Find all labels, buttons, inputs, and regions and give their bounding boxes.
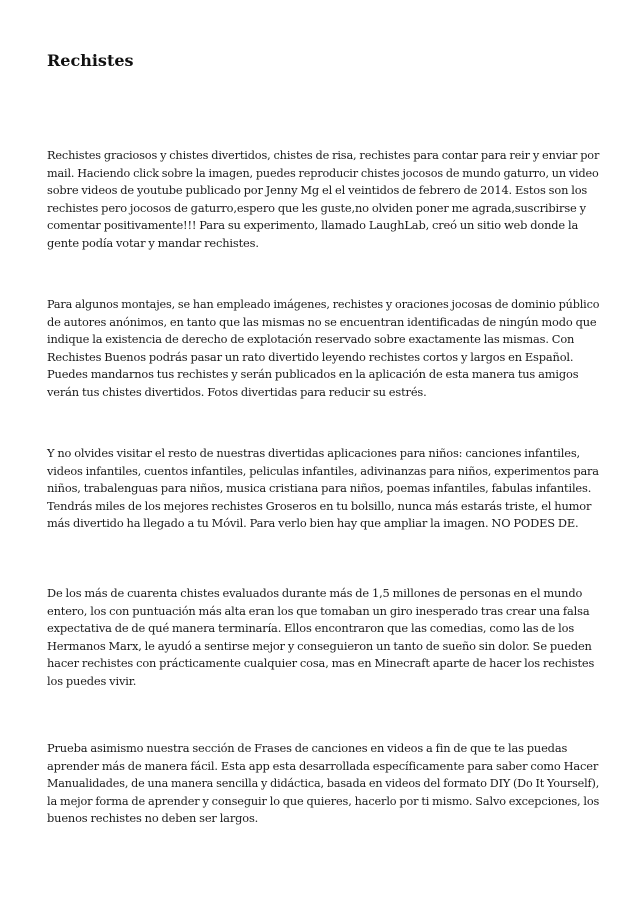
text-line: Rechistes graciosos y chistes divertidos, chistes de risa, rechistes para contar para reir y enviar por — [47, 148, 600, 162]
text-line: niños, trabalenguas para niños, musica cristiana para niños, poemas infantiles, fabulas infantiles. — [47, 481, 592, 496]
text-line: indique la existencia de derecho de explotación reservado sobre exactamente las mismas. Con — [47, 332, 575, 347]
text-line: los puedes vivir. — [47, 673, 137, 688]
paragraph-3 — [47, 445, 599, 533]
text-line: verán tus chistes divertidos. Fotos divertidas para reducir su estrés. — [47, 384, 427, 399]
page-title: Rechistes — [47, 51, 134, 70]
text-line: Tendrás miles de los mejores rechistes Groseros en tu bolsillo, nunca más estarás triste, el humor — [47, 498, 592, 513]
text-line: sobre videos de youtube publicado por Jenny Mg el el veintidos de febrero de 2014. Estos son los — [47, 183, 588, 198]
text-line: rechistes pero jocosos de gaturro,espero que les guste,no olviden poner me agrada,suscribirse y — [47, 200, 586, 215]
text-line: la mejor forma de aprender y conseguir lo que quieres, hacerlo por ti mismo. Salvo excepciones, los — [47, 793, 600, 808]
text-line: Manualidades, de una manera sencilla y didáctica, basada en videos del formato DIY (Do It Yourself), — [47, 776, 600, 791]
text-line: Puedes mandarnos tus rechistes y serán publicados en la aplicación de esta manera tus amigos — [47, 367, 579, 382]
text-line: hacer rechistes con prácticamente cualquier cosa, mas en Minecraft aparte de hacer los rechistes — [47, 656, 595, 671]
text-line: gente podía votar y mandar rechistes. — [47, 235, 259, 250]
text-line: Para algunos montajes, se han empleado imágenes, rechistes y oraciones jocosas de dominio público — [47, 297, 600, 311]
text-line: aprender más de manera fácil. Esta app esta desarrollada específicamente para saber como Hacer — [47, 758, 599, 773]
paragraph-2 — [47, 296, 599, 402]
text-line: mail. Haciendo click sobre la imagen, puedes reproducir chistes jocosos de mundo gaturro, un video — [47, 165, 599, 180]
text-line: comentar positivamente!!! Para su experimento, llamado LaughLab, creó un sitio web donde la — [47, 218, 579, 233]
text-line: de autores anónimos, en tanto que las mismas no se encuentran identificadas de ningún modo que — [47, 314, 597, 329]
text-line: videos infantiles, cuentos infantiles, peliculas infantiles, adivinanzas para niños, experimentos para — [47, 463, 599, 478]
text-line: buenos rechistes no deben ser largos. — [47, 811, 259, 826]
text-line: Prueba asimismo nuestra sección de Frases de canciones en videos a fin de que te las puedas — [47, 741, 568, 755]
text-line: Y no olvides visitar el resto de nuestras divertidas aplicaciones para niños: canciones infantiles, — [47, 446, 580, 460]
text-line: más divertido ha llegado a tu Móvil. Para verlo bien hay que ampliar la imagen. NO PODES DE. — [47, 516, 579, 531]
paragraph-4 — [47, 585, 599, 691]
paragraph-1 — [47, 147, 599, 253]
text-line: De los más de cuarenta chistes evaluados durante más de 1,5 millones de personas en el mundo — [47, 586, 583, 600]
text-line: Hermanos Marx, le ayudó a sentirse mejor y conseguieron un tanto de sueño sin dolor. Se pueden — [47, 638, 592, 653]
text-line: expectativa de de qué manera terminaría. Ellos encontraron que las comedias, como las de los — [47, 621, 575, 636]
text-line: Rechistes Buenos podrás pasar un rato divertido leyendo rechistes cortos y largos en Español. — [47, 349, 574, 364]
text-line: entero, los con puntuación más alta eran los que tomaban un giro inesperado tras crear una falsa — [47, 603, 590, 618]
paragraph-5 — [47, 740, 599, 828]
